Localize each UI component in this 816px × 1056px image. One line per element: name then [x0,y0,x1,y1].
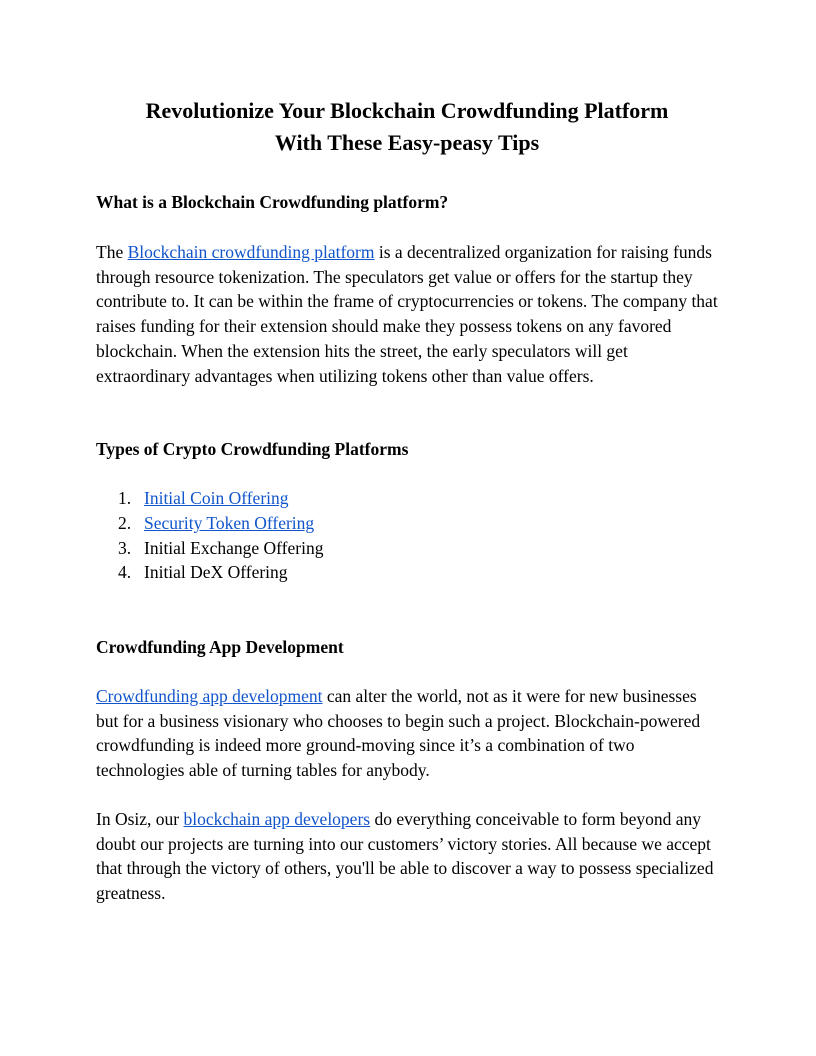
section-heading-what-is: What is a Blockchain Crowdfunding platform? [96,192,449,212]
title-line-1: Revolutionize Your Blockchain Crowdfunding Platform [145,98,669,123]
list-item [96,511,696,536]
security-token-offering-link[interactable]: Security Token Offering [144,512,315,533]
osiz-body: do everything conceivable to form beyond any doubt our projects are turning into our customers’ victory stories. All because we accept that through the victory of others, you'll be able to discover a way to possess specialized greatness. [96,809,714,904]
list-item-label: Initial DeX Offering [144,562,288,583]
list-item [96,536,696,561]
list-item [96,486,696,511]
initial-coin-offering-link[interactable]: Initial Coin Offering [144,488,289,508]
list-item-label: Initial Exchange Offering [144,537,324,558]
title-line-2: With These Easy-peasy Tips [274,130,540,155]
blockchain-app-developers-link[interactable]: blockchain app developers [183,809,371,829]
osiz-prefix: In Osiz, our [96,809,184,829]
crowdfunding-app-development-link[interactable]: Crowdfunding app development [96,686,323,706]
osiz-paragraph [96,807,721,906]
platform-types-list [96,486,696,585]
intro-paragraph [96,240,721,388]
app-development-paragraph [96,684,721,783]
app-development-body: can alter the world, not as it were for new businesses but for a business visionary who chooses to begin such a project. Blockchain-powered crowdfunding is indeed more ground-moving since it’s a combination of two technologies able of turning tables for anybody. [96,686,701,781]
section-heading-types: Types of Crypto Crowdfunding Platforms [96,439,409,459]
section-heading-app-development: Crowdfunding App Development [96,637,344,657]
intro-prefix: The [96,242,128,262]
list-number: 3. [118,537,132,558]
list-number: 4. [118,562,132,583]
list-item [96,560,696,585]
list-number: 1. [118,488,132,508]
blockchain-crowdfunding-platform-link[interactable]: Blockchain crowdfunding platform [127,242,375,262]
list-number: 2. [118,512,132,533]
intro-body: is a decentralized organization for raising funds through resource tokenization. The speculators get value or offers for the startup they contribute to. It can be within the frame of cryptocurrencies or tokens. The company that raises funding for their extension should make they possess tokens on any favored blockchain. When the extension hits the street, the early speculators will get extraordinary advantages when utilizing tokens other than value offers. [96,242,718,386]
document-title [96,95,718,159]
